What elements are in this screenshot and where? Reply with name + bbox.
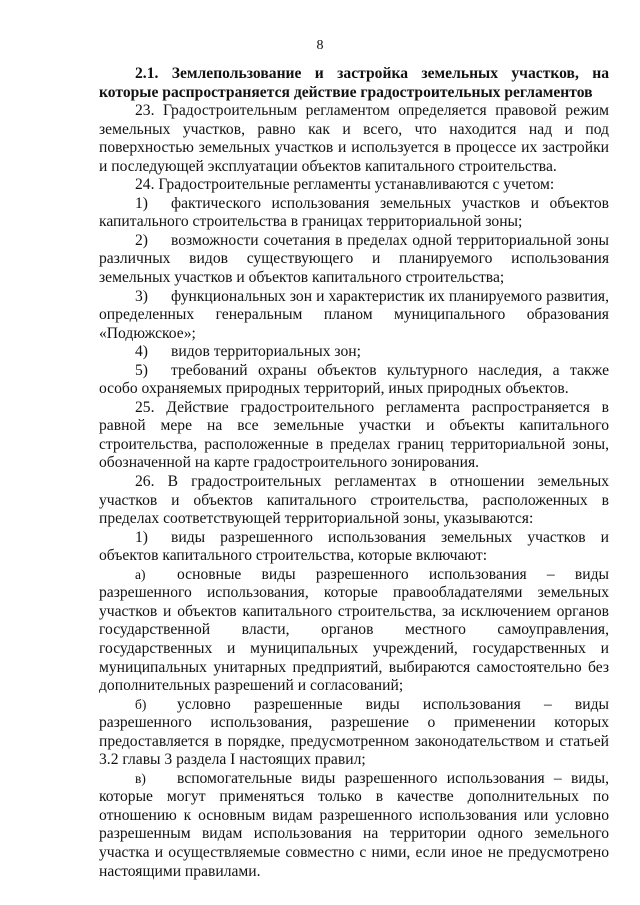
paragraph-text: основные виды разрешенного использования – виды разрешенного использования, которые правообладателями земельных участков и объектов капитального строительства, за исключением органов государственной власти, органов местного самоуправления, государственных и муниципальных учреждений, государственных и муниципальных унитарных предприятий, выбираются самостоятельно без дополнительных разрешений и согласований; xyxy=(99,565,609,695)
paragraph-text: функциональных зон и характеристик их планируемого развития, определенных генеральным планом муниципального образования «Подюжское»; xyxy=(99,287,609,342)
paragraph xyxy=(99,529,609,566)
paragraph-text: 23. Градостроительным регламентом определяется правовой режим земельных участков, равно как и всего, что находится над и под поверхностью земельных участков и используется в процессе их застройки и последующей эксплуатации объектов капитального строительства. xyxy=(99,102,609,175)
paragraph xyxy=(99,343,609,362)
list-marker: 4) xyxy=(135,343,148,361)
list-marker: б) xyxy=(135,696,147,712)
paragraph xyxy=(99,362,609,399)
paragraph-text: требований охраны объектов культурного наследия, а также особо охраняемых природных территорий, иных природных объектов. xyxy=(99,361,609,398)
paragraph-text: вспомогательные виды разрешенного использования – виды, которые могут применяться только в качестве дополнительных по отношению к основным видам разрешенного использования или условно разрешенным видам использования на территории одного земельного участка и осуществляемые совместно с ними, если иное не предусмотрено настоящими правилами. xyxy=(99,769,609,880)
paragraph xyxy=(99,399,609,473)
list-marker: 2) xyxy=(135,231,148,249)
paragraph xyxy=(99,195,609,232)
paragraph xyxy=(99,102,609,176)
list-marker: в) xyxy=(135,770,146,786)
paragraph xyxy=(99,176,609,195)
section-heading: 2.1. Землепользование и застройка земельных участков, на которые распространяется действие градостроительных регламентов xyxy=(99,65,609,101)
paragraph xyxy=(99,770,609,881)
list-marker: 1) xyxy=(135,194,148,212)
paragraph xyxy=(99,566,609,696)
list-marker: а) xyxy=(135,566,146,582)
paragraph-text: 24. Градостроительные регламенты устанавливаются с учетом: xyxy=(135,176,555,194)
paragraph xyxy=(99,288,609,344)
list-marker: 5) xyxy=(135,361,148,379)
document-body xyxy=(99,65,609,881)
list-marker: 1) xyxy=(135,528,148,546)
paragraph-text: видов территориальных зон; xyxy=(171,343,361,361)
paragraph-list xyxy=(99,102,609,881)
paragraph-text: возможности сочетания в пределах одной территориальной зоны различных видов существующего и планируемого использования земельных участков и объектов капитального строительства; xyxy=(99,231,609,287)
paragraph xyxy=(99,696,609,770)
paragraph-text: виды разрешенного использования земельных участков и объектов капитального строительства, которые включают: xyxy=(99,528,609,565)
paragraph xyxy=(99,473,609,529)
paragraph-text: 26. В градостроительных регламентах в отношении земельных участков и объектов капитального строительства, расположенных в пределах соответствующей территориальной зоны, указываются: xyxy=(99,473,609,528)
paragraph-text: фактического использования земельных участков и объектов капитального строительства в границах территориальной зоны; xyxy=(99,194,609,231)
paragraph xyxy=(99,232,609,288)
paragraph-text: условно разрешенные виды использования – виды разрешенного использования, разрешение о применении которых предоставляется в порядке, предусмотренном законодательством и статьей 3.2 главы 3 раздела I настоящих правил; xyxy=(99,695,609,769)
page-number: 8 xyxy=(316,38,324,53)
paragraph-text: 25. Действие градостроительного регламента распространяется в равной мере на все земельные участки и объекты капитального строительства, расположенные в пределах границ территориальной зоны, обозначенной на карте градостроительного зонирования. xyxy=(99,398,609,472)
list-marker: 3) xyxy=(135,287,148,305)
